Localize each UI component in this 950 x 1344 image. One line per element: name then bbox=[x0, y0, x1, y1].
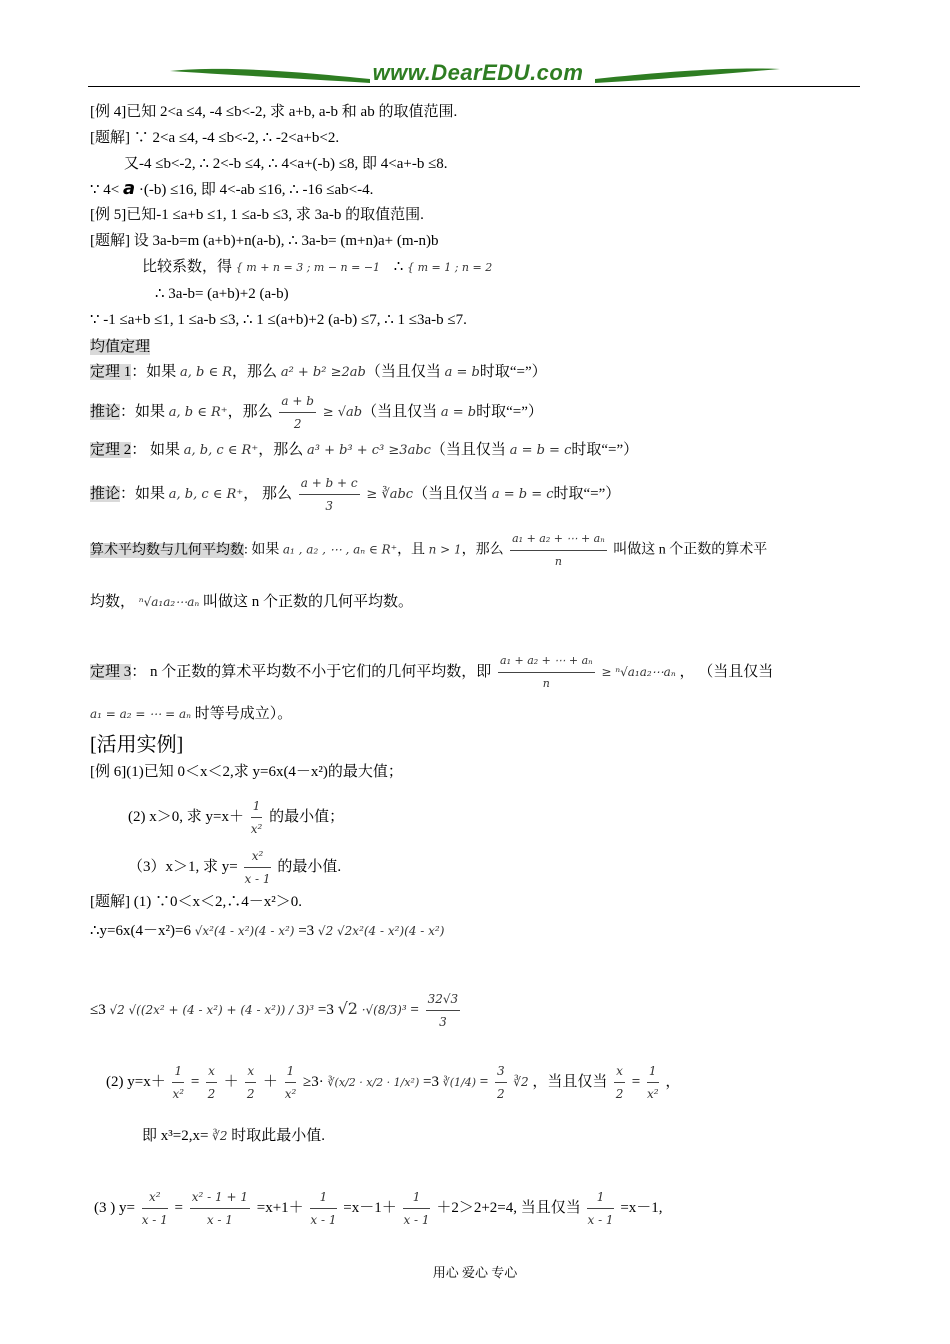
example-6-solution-6: (3 ) y= $\frac{\text{x²}}{x - 1}$ = $\frac{\text{x² - 1 + 1}}{x - 1}$ =x+1＋ $\frac{1}{x - 1}$ =x－1＋ $\frac{1}{x - 1}$ ＋2＞2+2=4, 当且仅当 $\frac{1}{x - 1}$ =x－1, bbox=[94, 1190, 663, 1227]
fraction: $\frac{1}{\text{x²}}$ bbox=[250, 799, 263, 836]
fraction: $\frac{32√3}{3}$ bbox=[427, 992, 459, 1029]
fraction: $\frac{a + b + c}{3}$ bbox=[300, 476, 358, 513]
example-5-solution-3: ∴ 3a-b= (a+b)+2 (a-b) bbox=[155, 286, 289, 302]
fraction: $\frac{x}{2}$ bbox=[615, 1064, 624, 1101]
example-4-statement: [例 4]已知 2<a ≤4, -4 ≤b<-2, 求 a+b, a-b 和 ab 的取值范围. bbox=[90, 104, 458, 120]
fraction: $\frac{1}{x - 1}$ bbox=[403, 1190, 430, 1227]
example-6-solution-2: ∴y=6x(4－x²)=6 √x²(4 - x²)(4 - x²) =3 √2 √2x²(4 - x²)(4 - x²) bbox=[90, 923, 445, 939]
example-5-solution-1: [题解] 设 3a-b=m (a+b)+n(a-b), ∴ 3a-b= (m+n)a+ (m-n)b bbox=[90, 233, 439, 249]
theorem-3-equality-condition: a₁ = a₂ = ⋯ = aₙ 时等号成立）。 bbox=[90, 706, 293, 722]
fraction: $\frac{\text{x²}}{x - 1}$ bbox=[141, 1190, 168, 1227]
example-6-part-3: （3）x＞1, 求 y= $\frac{\text{x²}}{x - 1}$ 的最小值. bbox=[128, 849, 342, 886]
theorem-2: 定理 2： 如果 a, b, c ∈ R⁺，那么 a³ + b³ + c³ ≥3abc（当且仅当 a = b = c时取“=”） bbox=[90, 442, 639, 458]
fraction: $\frac{3}{2}$ bbox=[496, 1064, 505, 1101]
section-heading-mean-theorem: 均值定理 bbox=[90, 339, 151, 355]
fraction: $\frac{1}{\text{x²}}$ bbox=[172, 1064, 185, 1101]
section-heading-examples: [活用实例] bbox=[90, 734, 184, 756]
theorem-1: 定理 1：如果 a, b ∈ R，那么 a² + b² ≥2ab（当且仅当 a = b时取“=”） bbox=[90, 364, 547, 380]
example-5-solution-2: 比较系数，得 { m + n = 3 ; m − n = −1 ∴ { m = 1 ; n = 2 bbox=[142, 259, 493, 275]
theorem-3: 定理 3： n 个正数的算术平均数不小于它们的几何平均数，即 $\frac{\text{a₁ + a₂ + ⋯ + aₙ}}{n}$ ≥ ⁿ√a₁a₂⋯aₙ ， （当且仅当 bbox=[90, 652, 773, 693]
geometric-mean-definition: 均数， ⁿ√a₁a₂⋯aₙ 叫做这 n 个正数的几何平均数。 bbox=[90, 594, 413, 610]
fraction: $\frac{1}{\text{x²}}$ bbox=[284, 1064, 297, 1101]
logo-text: www.DearEDU.com bbox=[372, 60, 584, 85]
fraction: $\frac{\text{x² - 1 + 1}}{x - 1}$ bbox=[191, 1190, 248, 1227]
page-footer: 用心 爱心 专心 bbox=[432, 1265, 518, 1280]
fraction: $\frac{1}{\text{x²}}$ bbox=[646, 1064, 659, 1101]
fraction: $\frac{\text{a₁ + a₂ + ⋯ + aₙ}}{n}$ bbox=[500, 654, 593, 690]
example-4-solution-3: ∵ 4< a ·(-b) ≤16, 即 4<-ab ≤16, ∴ -16 ≤ab<-4. bbox=[90, 178, 374, 199]
header-rule bbox=[88, 86, 860, 87]
example-4-solution-2: 又-4 ≤b<-2, ∴ 2<-b ≤4, ∴ 4<a+(-b) ≤8, 即 4<a+-b ≤8. bbox=[124, 156, 448, 172]
corollary-1: 推论：如果 a, b ∈ R⁺，那么 $\frac{a + b}{2}$ ≥ √ab（当且仅当 a = b时取“=”） bbox=[90, 394, 543, 431]
example-6-part-1: [例 6](1)已知 0＜x＜2,求 y=6x(4－x²)的最大值； bbox=[90, 764, 403, 780]
example-6-solution-1: [题解] (1) ∵0＜x＜2,∴4－x²＞0. bbox=[90, 894, 302, 910]
arithmetic-geometric-mean-definition: 算术平均数与几何平均数: 如果 a₁ , a₂ , ⋯ , aₙ ∈ R⁺，且 n > 1，那么 $\frac{\text{a₁ + a₂ + ⋯ + aₙ}}{n}$ 叫做这 n 个正数的算术平 bbox=[90, 530, 767, 571]
example-6-solution-4: (2) y=x＋ $\frac{1}{\text{x²}}$ = $\frac{x}{2}$ ＋ $\frac{x}{2}$ ＋ $\frac{1}{\text{x²}}$ ≥3· ∛(x/2 · x/2 · 1/x²) =3 ∛(1/4) = $\frac{3}{2}$ ∛2 ，当且仅当 $\frac{x}{2}$ = $\frac{1}{\text{x²}}$ ， bbox=[106, 1064, 681, 1101]
fraction: $\frac{1}{x - 1}$ bbox=[310, 1190, 337, 1227]
example-6-part-2: (2) x＞0, 求 y=x＋ $\frac{1}{\text{x²}}$ 的最小值； bbox=[128, 799, 345, 836]
example-5-statement: [例 5]已知-1 ≤a+b ≤1, 1 ≤a-b ≤3, 求 3a-b 的取值范围. bbox=[90, 207, 424, 223]
fraction: $\frac{x}{2}$ bbox=[207, 1064, 216, 1101]
example-6-solution-3: ≤3 √2 √((2x² + (4 - x²) + (4 - x²)) / 3)³ =3 √2 ·√(8/3)³ = $\frac{32√3}{3}$ bbox=[90, 992, 459, 1029]
example-6-solution-5: 即 x³=2,x= ∛2 时取此最小值. bbox=[142, 1128, 325, 1144]
fraction: $\frac{\text{x²}}{x - 1}$ bbox=[244, 849, 271, 886]
fraction: $\frac{a + b}{2}$ bbox=[281, 394, 314, 431]
corollary-2: 推论：如果 a, b, c ∈ R⁺， 那么 $\frac{a + b + c}{3}$ ≥ ∛abc（当且仅当 a = b = c时取“=”） bbox=[90, 476, 621, 513]
example-4-solution-1: [题解] ∵ 2<a ≤4, -4 ≤b<-2, ∴ -2<a+b<2. bbox=[90, 130, 340, 146]
fraction: $\frac{x}{2}$ bbox=[246, 1064, 255, 1101]
fraction: $\frac{\text{a₁ + a₂ + ⋯ + aₙ}}{n}$ bbox=[512, 532, 605, 568]
fraction: $\frac{1}{x - 1}$ bbox=[587, 1190, 614, 1227]
example-5-solution-4: ∵ -1 ≤a+b ≤1, 1 ≤a-b ≤3, ∴ 1 ≤(a+b)+2 (a-b) ≤7, ∴ 1 ≤3a-b ≤7. bbox=[90, 312, 467, 328]
